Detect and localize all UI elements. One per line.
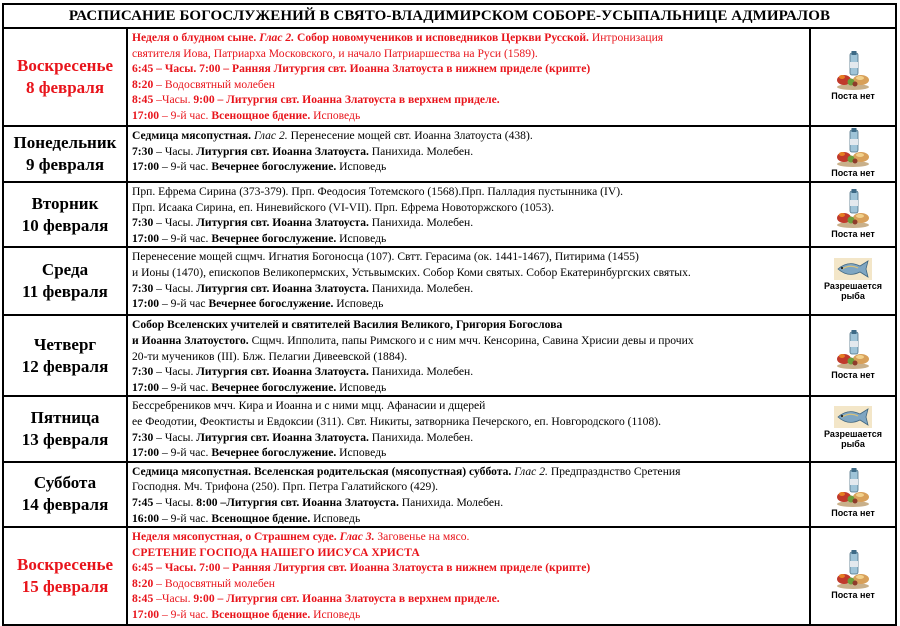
day-row: [3, 315, 896, 396]
text-segment: – 9-й час.: [159, 108, 212, 122]
service-line: [132, 333, 805, 349]
service-line: [132, 349, 805, 365]
text-segment: Панихида. Молебен.: [368, 216, 474, 230]
text-segment: Всенощное бдение.: [211, 108, 311, 122]
text-segment: святителя Иова, Патриарха Московского, и начало Патриаршества на Руси (1589).: [132, 46, 538, 60]
service-line: [132, 380, 805, 396]
text-segment: Сщмч. Ипполита, папы Римского и с ним мчч. Кенсорина, Савина Хрисии девы и прочих: [248, 333, 694, 347]
text-segment: 7:30: [132, 365, 154, 379]
text-segment: Вечернее богослужение.: [208, 297, 334, 311]
text-segment: 7:30: [132, 216, 154, 230]
service-line: [132, 495, 805, 511]
text-segment: Литургия свт. Иоанна Златоуста.: [196, 281, 369, 295]
day-row: [3, 462, 896, 527]
text-segment: Прп. Ефрема Сирина (373-379). Прп. Феодосия Тотемского (1568).Прп. Палладия пустынника (IV).: [132, 185, 624, 198]
services-cell: [127, 396, 810, 461]
fasting-label: Поста нет: [831, 369, 875, 380]
text-segment: – 9-й час.: [159, 608, 212, 622]
date: 14 февраля: [21, 495, 109, 515]
text-segment: Вечернее богослужение.: [211, 380, 337, 394]
text-segment: 17:00: [132, 231, 160, 245]
text-segment: Глас 2.: [259, 31, 297, 44]
service-line: [132, 159, 805, 175]
fasting-label: Поста нет: [831, 228, 875, 239]
fasting-label: Разрешается рыба: [824, 429, 882, 450]
food-icon: [817, 329, 889, 369]
text-segment: Исповедь: [333, 297, 384, 311]
service-line: [132, 265, 805, 281]
text-segment: и Иоанна Златоустого.: [132, 333, 249, 347]
service-line: [132, 281, 805, 297]
fasting-label: Разрешается рыба: [824, 281, 882, 302]
fish-icon: [817, 258, 889, 280]
text-segment: Исповедь: [310, 108, 361, 122]
text-segment: Прп. Исаака Сирина, еп. Ниневийского (VI-VII). Прп. Ефрема Новоторжского (1053).: [132, 200, 555, 214]
text-segment: 8:20: [132, 77, 154, 91]
text-segment: – Часы.: [153, 144, 197, 158]
fasting-cell: [810, 462, 896, 527]
services-cell: [127, 182, 810, 247]
text-segment: Перенесение мощей свт. Иоанна Златоуста (438).: [290, 129, 533, 142]
date: 13 февраля: [21, 430, 109, 450]
text-segment: – Водосвятный молебен: [153, 77, 276, 91]
services-cell: [127, 527, 810, 625]
text-segment: –Часы.: [153, 93, 194, 107]
service-line: [132, 576, 805, 592]
text-segment: – Водосвятный молебен: [153, 576, 276, 590]
service-line: [132, 92, 805, 108]
text-segment: и Ионы (1470), епископов Великопермских, Устьвымских. Собор Коми святых. Собор Екатеринбургских святых.: [132, 265, 691, 279]
text-segment: 17:00: [132, 297, 160, 311]
fasting-label: Поста нет: [831, 91, 875, 101]
page-title: РАСПИСАНИЕ БОГОСЛУЖЕНИЙ В СВЯТО-ВЛАДИМИРСКОМ СОБОРЕ-УСЫПАЛЬНИЦЕ АДМИРАЛОВ: [3, 4, 896, 28]
text-segment: Седмица мясопустная.: [132, 129, 254, 142]
text-segment: 17:00: [132, 380, 160, 394]
services-cell: [127, 462, 810, 527]
text-segment: Заговенье на мясо.: [377, 530, 470, 544]
text-segment: 9:00 – Литургия свт. Иоанна Златоуста в верхнем приделе.: [193, 592, 500, 606]
services-cell: [127, 247, 810, 315]
text-segment: СРЕТЕНИЕ ГОСПОДА НАШЕГО ИИСУСА ХРИСТА: [132, 545, 420, 559]
text-segment: Всенощное бдение.: [211, 608, 311, 622]
schedule-sheet: [2, 3, 895, 626]
service-line: [132, 511, 805, 527]
service-line: [132, 317, 805, 333]
service-line: [132, 215, 805, 231]
text-segment: 16:00: [132, 511, 160, 525]
text-segment: Собор новомучеников и исповедников Церкви Русской.: [297, 31, 592, 44]
weekday: Вторник: [31, 193, 99, 213]
text-segment: Исповедь: [336, 446, 387, 460]
service-line: [132, 184, 805, 200]
weekday: Понедельник: [13, 133, 117, 152]
food-icon: [817, 467, 889, 507]
text-segment: Вечернее богослужение.: [211, 231, 337, 245]
text-segment: Литургия свт. Иоанна Златоуста.: [196, 216, 369, 230]
service-line: [132, 591, 805, 607]
date: 12 февраля: [21, 356, 109, 376]
service-line: [132, 607, 805, 623]
text-segment: Панихида. Молебен.: [368, 365, 474, 379]
day-cell: [3, 126, 127, 182]
date: 11 февраля: [22, 282, 108, 302]
weekday: Воскресенье: [16, 555, 113, 575]
text-segment: –Часы.: [153, 592, 194, 606]
schedule-table: [2, 3, 897, 626]
text-segment: Глас 3.: [339, 530, 378, 544]
food-icon: [817, 50, 889, 90]
text-segment: – Часы.: [153, 216, 197, 230]
service-line: [132, 30, 805, 46]
text-segment: Литургия свт. Иоанна Златоуста.: [196, 365, 369, 379]
fasting-cell: [810, 28, 896, 126]
text-segment: Панихида. Молебен.: [368, 144, 474, 158]
text-segment: 7:45: [132, 495, 154, 509]
text-segment: Глас 2.: [514, 464, 551, 478]
text-segment: Исповедь: [310, 511, 361, 525]
day-row: [3, 396, 896, 461]
text-segment: Глас 2.: [253, 129, 291, 142]
day-cell: [3, 28, 127, 126]
text-segment: – Часы.: [153, 281, 197, 295]
service-line: [132, 414, 805, 430]
text-segment: 8:00 –Литургия свт. Иоанна Златоуста.: [196, 495, 399, 509]
text-segment: – 9-й час.: [159, 511, 212, 525]
food-icon: [817, 188, 889, 228]
service-line: [132, 231, 805, 247]
text-segment: Седмица мясопустная. Вселенская родительская (мясопустная) суббота.: [132, 464, 515, 478]
date: 9 февраля: [25, 155, 105, 174]
service-line: [132, 77, 805, 93]
weekday: Воскресенье: [16, 56, 113, 75]
service-line: [132, 128, 805, 144]
text-segment: Всенощное бдение.: [211, 511, 311, 525]
text-segment: 17:00: [132, 160, 160, 174]
text-segment: 20-ти мучеников (III). Блж. Пелагии Дивеевской (1884).: [132, 349, 408, 363]
service-line: [132, 545, 805, 561]
text-segment: 7:30: [132, 281, 154, 295]
text-segment: Литургия свт. Иоанна Златоуста.: [196, 144, 369, 158]
text-segment: Панихида. Молебен.: [398, 495, 504, 509]
fasting-label: Поста нет: [831, 590, 875, 601]
services-cell: [127, 126, 810, 182]
text-segment: – 9-й час: [159, 297, 209, 311]
fasting-cell: [810, 315, 896, 396]
text-segment: 8:20: [132, 576, 154, 590]
fasting-cell: [810, 126, 896, 182]
date: 10 февраля: [21, 215, 109, 235]
text-segment: – Часы.: [153, 365, 197, 379]
text-segment: ее Феодотии, Феоктисты и Евдоксии (311). Свт. Никиты, затворника Печерского, еп. Новгородского (1108).: [132, 414, 662, 428]
day-row: [3, 247, 896, 315]
service-line: [132, 445, 805, 461]
text-segment: 6:45 – Часы. 7:00 – Ранняя Литургия свт. Иоанна Златоуста в нижнем приделе (крипте): [132, 62, 591, 76]
text-segment: – 9-й час.: [159, 160, 212, 174]
food-icon: [817, 127, 889, 167]
fasting-label: Поста нет: [831, 508, 875, 519]
fasting-cell: [810, 527, 896, 625]
fasting-label: Поста нет: [831, 168, 875, 178]
day-row: [3, 527, 896, 625]
services-cell: [127, 28, 810, 126]
day-cell: [3, 315, 127, 396]
text-segment: Исповедь: [310, 608, 361, 622]
day-cell: [3, 527, 127, 625]
text-segment: – 9-й час.: [159, 446, 212, 460]
service-line: [132, 529, 805, 545]
service-line: [132, 46, 805, 62]
service-line: [132, 560, 805, 576]
text-segment: 8:45: [132, 93, 154, 107]
text-segment: Предпразднство Сретения: [550, 464, 681, 478]
text-segment: Интронизация: [591, 31, 664, 44]
text-segment: 7:30: [132, 430, 154, 444]
fasting-cell: [810, 182, 896, 247]
weekday: Четверг: [33, 334, 97, 354]
weekday: Среда: [41, 260, 89, 280]
weekday: Пятница: [30, 408, 100, 428]
text-segment: – 9-й час.: [159, 231, 212, 245]
day-cell: [3, 462, 127, 527]
service-line: [132, 296, 805, 312]
day-row: [3, 28, 896, 126]
text-segment: Исповедь: [336, 160, 387, 174]
service-line: [132, 61, 805, 77]
services-cell: [127, 315, 810, 396]
text-segment: Неделя о блудном сыне.: [132, 31, 260, 44]
service-line: [132, 430, 805, 446]
day-cell: [3, 247, 127, 315]
text-segment: Бессребреников мчч. Кира и Иоанна и с ними мцц. Афанасии и дщерей: [132, 399, 486, 413]
text-segment: 8:45: [132, 592, 154, 606]
text-segment: 7:30: [132, 144, 154, 158]
text-segment: – 9-й час.: [159, 380, 212, 394]
fasting-cell: [810, 396, 896, 461]
text-segment: 17:00: [132, 608, 160, 622]
text-segment: 17:00: [132, 108, 160, 122]
food-icon: [817, 549, 889, 589]
text-segment: Панихида. Молебен.: [368, 281, 474, 295]
date: 15 февраля: [21, 577, 109, 597]
service-line: [132, 144, 805, 160]
text-segment: Неделя мясопустная, о Страшнем суде.: [132, 530, 340, 544]
day-row: [3, 126, 896, 182]
service-line: [132, 108, 805, 124]
text-segment: Исповедь: [336, 380, 387, 394]
service-line: [132, 364, 805, 380]
text-segment: 9:00 – Литургия свт. Иоанна Златоуста в верхнем приделе.: [193, 93, 500, 107]
date: 8 февраля: [25, 78, 105, 97]
day-row: [3, 182, 896, 247]
day-cell: [3, 396, 127, 461]
text-segment: – Часы.: [153, 430, 197, 444]
service-line: [132, 200, 805, 216]
service-line: [132, 479, 805, 495]
fish-icon: [817, 406, 889, 428]
fasting-cell: [810, 247, 896, 315]
service-line: [132, 249, 805, 265]
text-segment: 17:00: [132, 446, 160, 460]
text-segment: Вечернее богослужение.: [211, 160, 337, 174]
day-cell: [3, 182, 127, 247]
text-segment: Собор Вселенских учителей и святителей Василия Великого, Григория Богослова: [132, 318, 563, 332]
text-segment: Литургия свт. Иоанна Златоуста.: [196, 430, 369, 444]
text-segment: Вечернее богослужение.: [211, 446, 337, 460]
text-segment: Исповедь: [336, 231, 387, 245]
text-segment: Перенесение мощей сщмч. Игнатия Богоносца (107). Свтт. Герасима (ок. 1441-1467), Питирима (1455): [132, 250, 639, 264]
text-segment: Панихида. Молебен.: [368, 430, 474, 444]
service-line: [132, 398, 805, 414]
service-line: [132, 464, 805, 480]
text-segment: Господня. Мч. Трифона (250). Прп. Петра Галатийского (429).: [132, 480, 439, 494]
text-segment: 6:45 – Часы. 7:00 – Ранняя Литургия свт. Иоанна Златоуста в нижнем приделе (крипте): [132, 561, 591, 575]
weekday: Суббота: [33, 473, 97, 493]
text-segment: – Часы.: [153, 495, 197, 509]
